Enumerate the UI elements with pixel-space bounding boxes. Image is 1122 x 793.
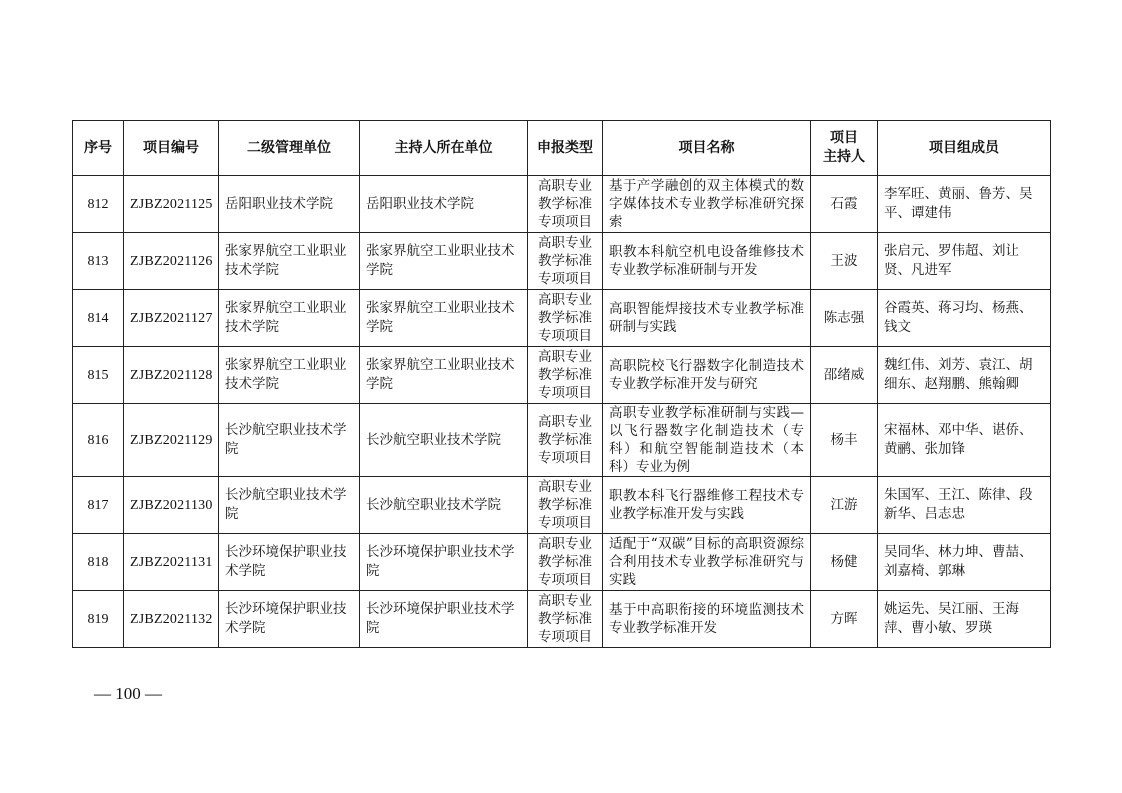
cell-seq: 818 bbox=[73, 534, 124, 591]
cell-host-unit: 岳阳职业技术学院 bbox=[360, 176, 528, 233]
cell-project-name: 职教本科飞行器维修工程技术专业教学标准开发与实践 bbox=[603, 477, 811, 534]
cell-host-unit: 长沙航空职业技术学院 bbox=[360, 404, 528, 477]
cell-code: ZJBZ2021129 bbox=[124, 404, 219, 477]
cell-unit: 长沙航空职业技术学院 bbox=[219, 404, 360, 477]
cell-host-unit: 张家界航空工业职业技术学院 bbox=[360, 233, 528, 290]
cell-unit: 张家界航空工业职业技术学院 bbox=[219, 347, 360, 404]
cell-members: 朱国军、王江、陈律、段新华、吕志忠 bbox=[878, 477, 1051, 534]
header-seq: 序号 bbox=[73, 121, 124, 176]
cell-members: 魏红伟、刘芳、袁江、胡细东、赵翔鹏、熊翰卿 bbox=[878, 347, 1051, 404]
cell-project-name: 基于产学融创的双主体模式的数字媒体技术专业教学标准研究探索 bbox=[603, 176, 811, 233]
cell-unit: 长沙航空职业技术学院 bbox=[219, 477, 360, 534]
cell-unit: 张家界航空工业职业技术学院 bbox=[219, 233, 360, 290]
cell-host-unit: 长沙环境保护职业技术学院 bbox=[360, 591, 528, 648]
cell-type: 高职专业 教学标准 专项项目 bbox=[528, 176, 603, 233]
cell-host: 王波 bbox=[811, 233, 878, 290]
cell-type: 高职专业 教学标准 专项项目 bbox=[528, 591, 603, 648]
cell-seq: 819 bbox=[73, 591, 124, 648]
cell-code: ZJBZ2021128 bbox=[124, 347, 219, 404]
cell-project-name: 基于中高职衔接的环境监测技术专业教学标准开发 bbox=[603, 591, 811, 648]
header-code: 项目编号 bbox=[124, 121, 219, 176]
page-number: — 100 — bbox=[94, 684, 162, 703]
cell-type: 高职专业 教学标准 专项项目 bbox=[528, 290, 603, 347]
cell-host-unit: 张家界航空工业职业技术学院 bbox=[360, 290, 528, 347]
cell-unit: 长沙环境保护职业技术学院 bbox=[219, 534, 360, 591]
cell-type: 高职专业 教学标准 专项项目 bbox=[528, 534, 603, 591]
table-row bbox=[73, 347, 1051, 404]
cell-type: 高职专业 教学标准 专项项目 bbox=[528, 347, 603, 404]
cell-seq: 815 bbox=[73, 347, 124, 404]
cell-host-unit: 张家界航空工业职业技术学院 bbox=[360, 347, 528, 404]
cell-seq: 816 bbox=[73, 404, 124, 477]
header-host-unit: 主持人所在单位 bbox=[360, 121, 528, 176]
header-type: 申报类型 bbox=[528, 121, 603, 176]
table-header-row bbox=[73, 121, 1051, 176]
cell-seq: 812 bbox=[73, 176, 124, 233]
cell-seq: 814 bbox=[73, 290, 124, 347]
cell-code: ZJBZ2021125 bbox=[124, 176, 219, 233]
cell-code: ZJBZ2021126 bbox=[124, 233, 219, 290]
cell-project-name: 高职智能焊接技术专业教学标准研制与实践 bbox=[603, 290, 811, 347]
table-row bbox=[73, 534, 1051, 591]
table-row bbox=[73, 290, 1051, 347]
cell-project-name: 高职专业教学标准研制与实践—以飞行器数字化制造技术（专科）和航空智能制造技术（本科）专业为例 bbox=[603, 404, 811, 477]
cell-members: 谷霞英、蒋习均、杨燕、钱文 bbox=[878, 290, 1051, 347]
table-row bbox=[73, 233, 1051, 290]
cell-host-unit: 长沙航空职业技术学院 bbox=[360, 477, 528, 534]
cell-host: 石霞 bbox=[811, 176, 878, 233]
table-row bbox=[73, 404, 1051, 477]
cell-host: 陈志强 bbox=[811, 290, 878, 347]
header-members: 项目组成员 bbox=[878, 121, 1051, 176]
cell-project-name: 职教本科航空机电设备维修技术专业教学标准研制与开发 bbox=[603, 233, 811, 290]
cell-code: ZJBZ2021132 bbox=[124, 591, 219, 648]
cell-host: 杨丰 bbox=[811, 404, 878, 477]
cell-code: ZJBZ2021130 bbox=[124, 477, 219, 534]
cell-host: 江游 bbox=[811, 477, 878, 534]
cell-host: 杨健 bbox=[811, 534, 878, 591]
cell-type: 高职专业 教学标准 专项项目 bbox=[528, 477, 603, 534]
cell-seq: 813 bbox=[73, 233, 124, 290]
cell-unit: 长沙环境保护职业技术学院 bbox=[219, 591, 360, 648]
cell-unit: 张家界航空工业职业技术学院 bbox=[219, 290, 360, 347]
project-table bbox=[72, 120, 1051, 648]
cell-host: 邵绪威 bbox=[811, 347, 878, 404]
cell-code: ZJBZ2021127 bbox=[124, 290, 219, 347]
cell-members: 姚运先、吴江丽、王海萍、曹小敏、罗瑛 bbox=[878, 591, 1051, 648]
cell-members: 吴同华、林力坤、曹喆、刘嘉椅、郭琳 bbox=[878, 534, 1051, 591]
cell-host-unit: 长沙环境保护职业技术学院 bbox=[360, 534, 528, 591]
table-row bbox=[73, 477, 1051, 534]
cell-seq: 817 bbox=[73, 477, 124, 534]
cell-code: ZJBZ2021131 bbox=[124, 534, 219, 591]
header-unit: 二级管理单位 bbox=[219, 121, 360, 176]
cell-members: 李军旺、黄丽、鲁芳、吴平、谭建伟 bbox=[878, 176, 1051, 233]
header-name: 项目名称 bbox=[603, 121, 811, 176]
cell-members: 张启元、罗伟超、刘让贤、凡进军 bbox=[878, 233, 1051, 290]
cell-project-name: 高职院校飞行器数字化制造技术专业教学标准开发与研究 bbox=[603, 347, 811, 404]
cell-unit: 岳阳职业技术学院 bbox=[219, 176, 360, 233]
cell-type: 高职专业 教学标准 专项项目 bbox=[528, 233, 603, 290]
cell-host: 方晖 bbox=[811, 591, 878, 648]
table-row bbox=[73, 176, 1051, 233]
cell-project-name: 适配于“双碳”目标的高职资源综合利用技术专业教学标准研究与实践 bbox=[603, 534, 811, 591]
cell-type: 高职专业 教学标准 专项项目 bbox=[528, 404, 603, 477]
header-host: 项目 主持人 bbox=[811, 121, 878, 176]
table-row bbox=[73, 591, 1051, 648]
cell-members: 宋福林、邓中华、谌侨、黄鹂、张加锋 bbox=[878, 404, 1051, 477]
